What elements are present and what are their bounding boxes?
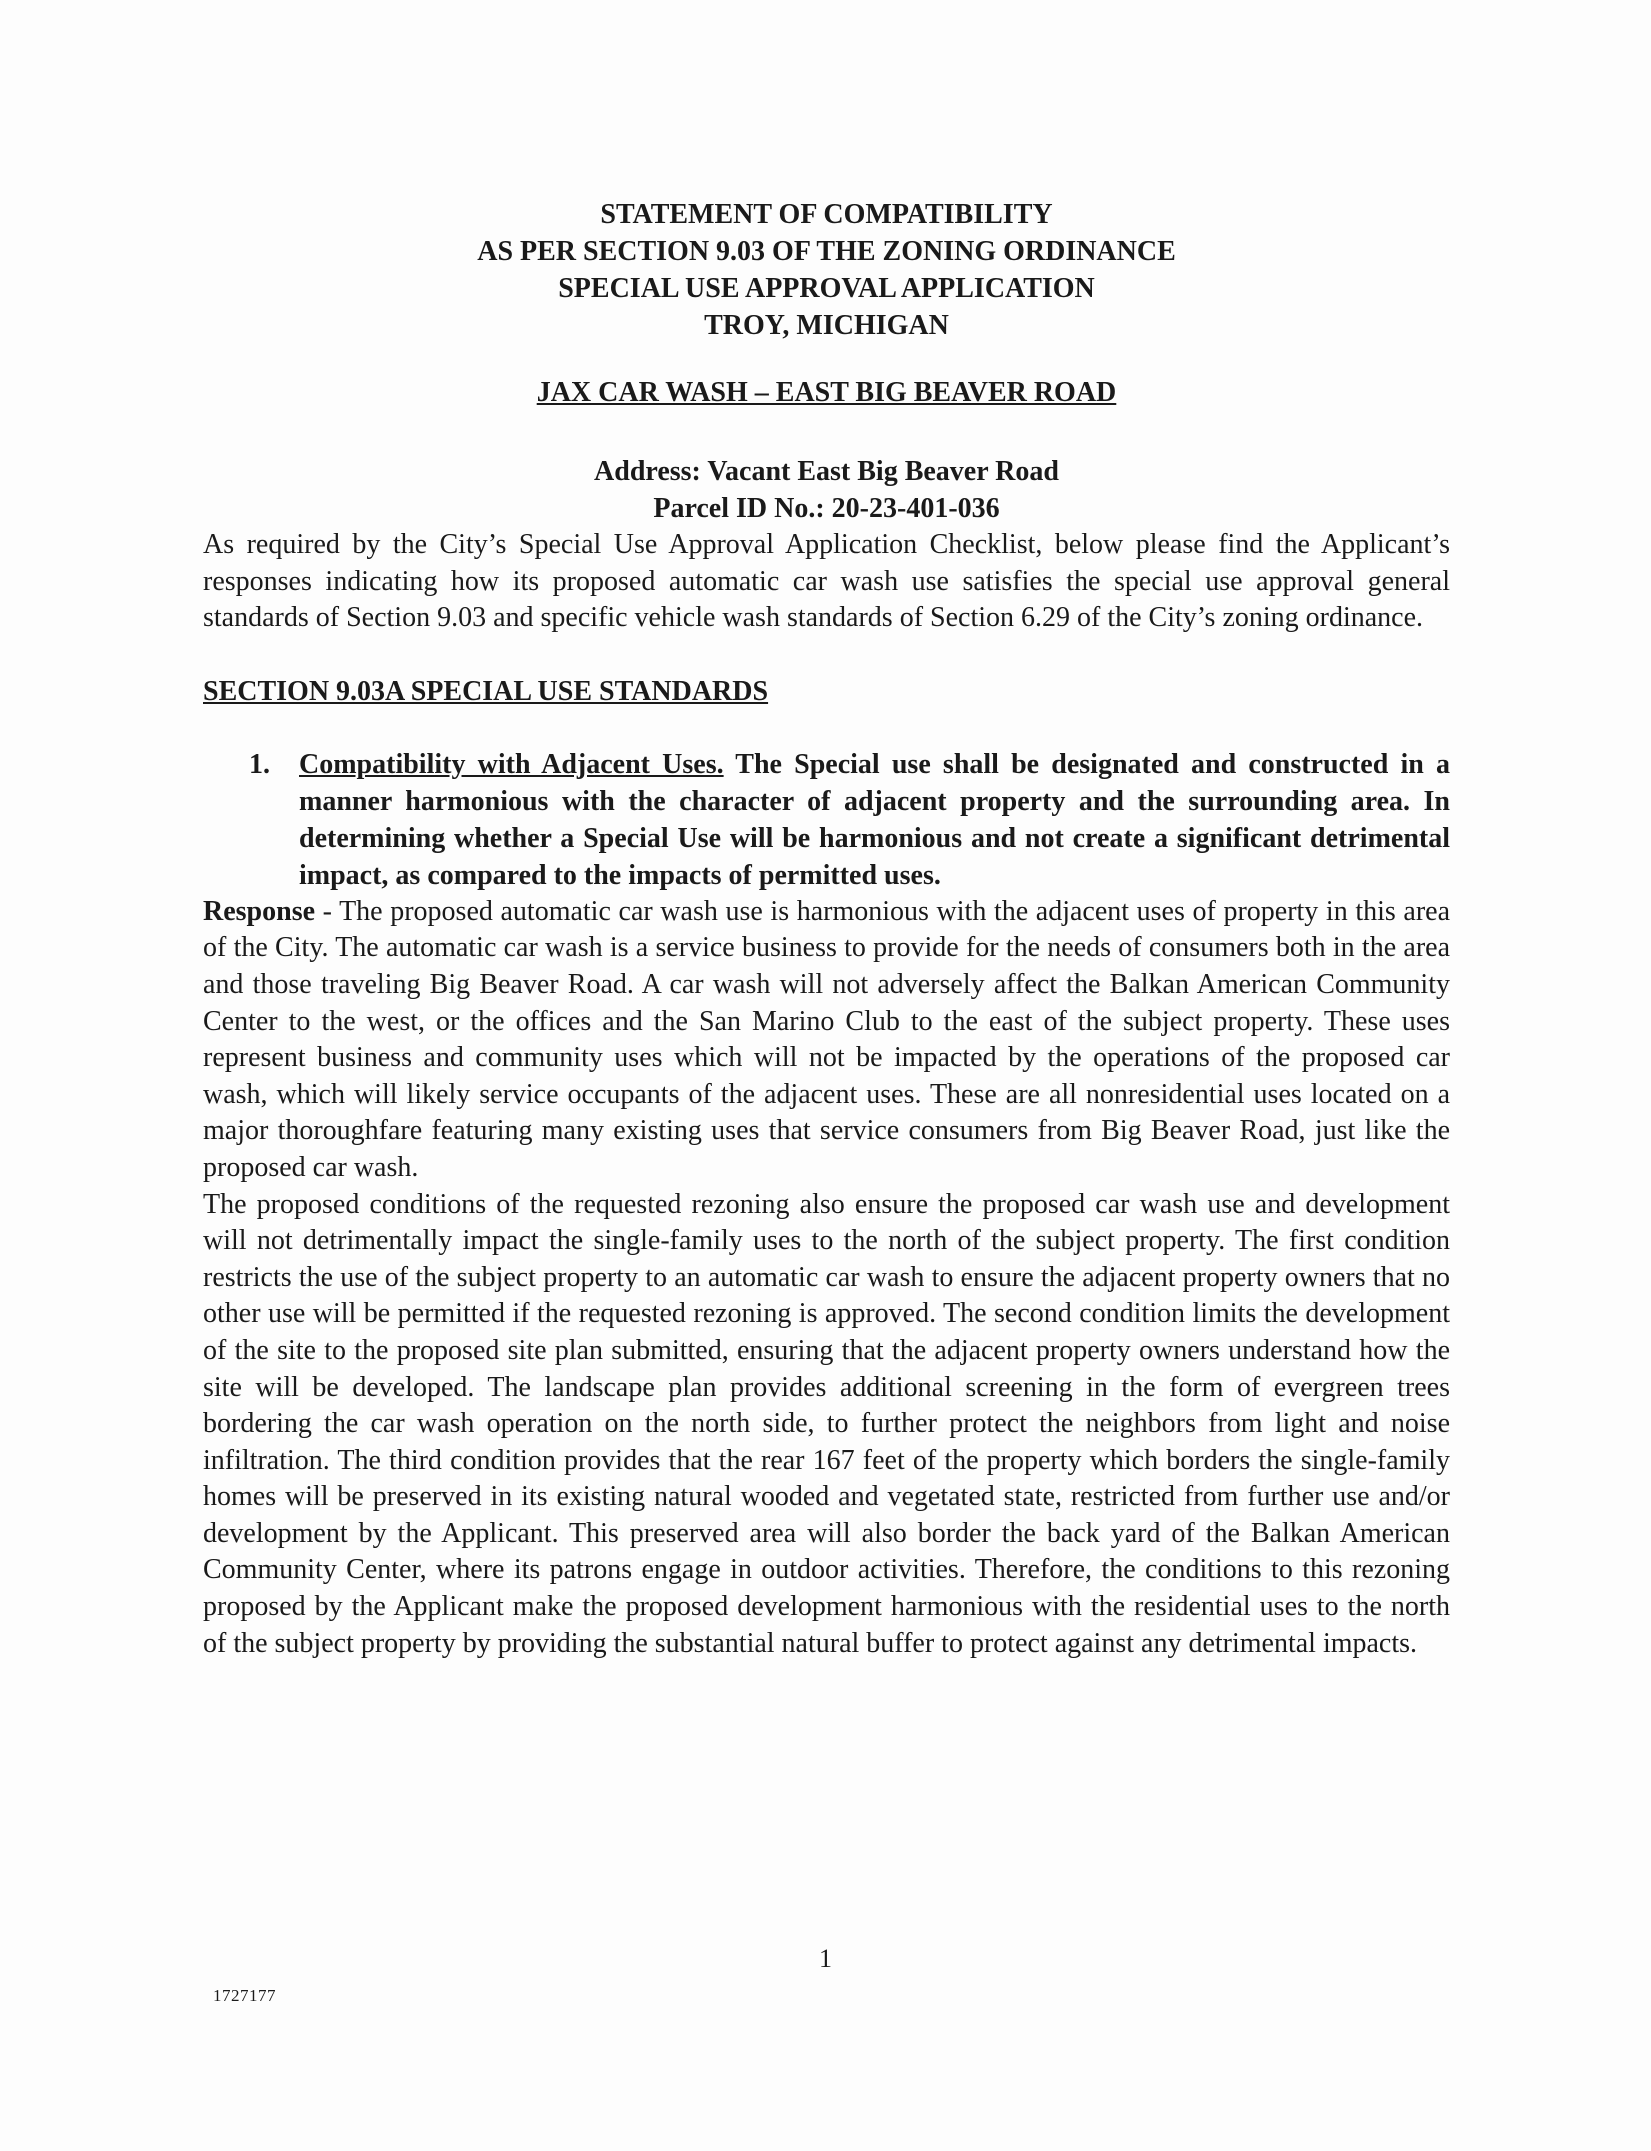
response-paragraph (203, 894, 1450, 1187)
address-line: Address: Vacant East Big Beaver Road (594, 456, 1059, 487)
standard-title: Compatibility with Adjacent Uses. (299, 748, 724, 780)
standard-item (203, 746, 1450, 894)
conditions-paragraph: The proposed conditions of the requested rezoning also ensure the proposed car wash use and development will not detrimentally impact the single-family uses to the north of the subject property. The first condition restricts the use of the subject property to an automatic car wash to ensure the adjacent property owners that no other use will be permitted if the requested rezoning is approved. The second condition limits the development of the site to the proposed site plan submitted, ensuring that the adjacent property owners understand how the site will be developed. The landscape plan provides additional screening in the form of evergreen trees bordering the car wash operation on the north side, to further protect the neighbors from light and noise infiltration. The third condition provides that the rear 167 feet of the property which borders the single-family homes will be preserved in its existing natural wooded and vegetated state, restricted from further use and/or development by the Applicant. This preserved area will also border the back yard of the Balkan American Community Center, where its patrons engage in outdoor activities. Therefore, the conditions to this rezoning proposed by the Applicant make the proposed development harmonious with the residential uses to the north of the subject property by providing the substantial natural buffer to protect against any detrimental impacts. (203, 1188, 1450, 1659)
parcel-line: Parcel ID No.: 20-23-401-036 (653, 493, 1000, 524)
project-title: JAX CAR WASH – EAST BIG BEAVER ROAD (536, 377, 1117, 408)
title-line-2: AS PER SECTION 9.03 OF THE ZONING ORDINANCE (477, 236, 1176, 267)
document-id: 1727177 (213, 1986, 276, 2005)
title-line-3: SPECIAL USE APPROVAL APPLICATION (558, 273, 1095, 304)
standard-text: The Special use shall be designated and constructed in a manner harmonious with the character of adjacent property and the surrounding area. In determining whether a Special Use will be harmonious and not create a significant detrimental impact, as compared to the impacts of permitted uses. (299, 748, 1450, 891)
title-line-4: TROY, MICHIGAN (704, 310, 949, 341)
address-block (203, 453, 1450, 527)
section-heading: SECTION 9.03A SPECIAL USE STANDARDS (203, 675, 769, 707)
title-line-1: STATEMENT OF COMPATIBILITY (600, 199, 1053, 230)
response-label: Response (203, 895, 316, 927)
intro-paragraph: As required by the City’s Special Use Approval Application Checklist, below please find the Applicant’s responses indicating how its proposed automatic car wash use satisfies the special use approval general standards of Section 9.03 and specific vehicle wash standards of Section 6.29 of the City’s zoning ordinance. (203, 529, 1450, 634)
response-text: - The proposed automatic car wash use is harmonious with the adjacent uses of property in this area of the City. The automatic car wash is a service business to provide for the needs of consumers both in the area and those traveling Big Beaver Road. A car wash will not adversely affect the Balkan American Community Center to the west, or the offices and the San Marino Club to the east of the subject property. These uses represent business and community uses which will not be impacted by the operations of the proposed car wash, which will likely service occupants of the adjacent uses. These are all nonresidential uses located on a major thoroughfare featuring many existing uses that service consumers from Big Beaver Road, just like the proposed car wash. (203, 895, 1450, 1183)
document-title-block (203, 196, 1450, 344)
page-number: 1 (819, 1944, 832, 1973)
standard-number: 1. (249, 748, 270, 780)
standard-text-block (299, 746, 1450, 894)
document-content (203, 196, 1450, 1662)
